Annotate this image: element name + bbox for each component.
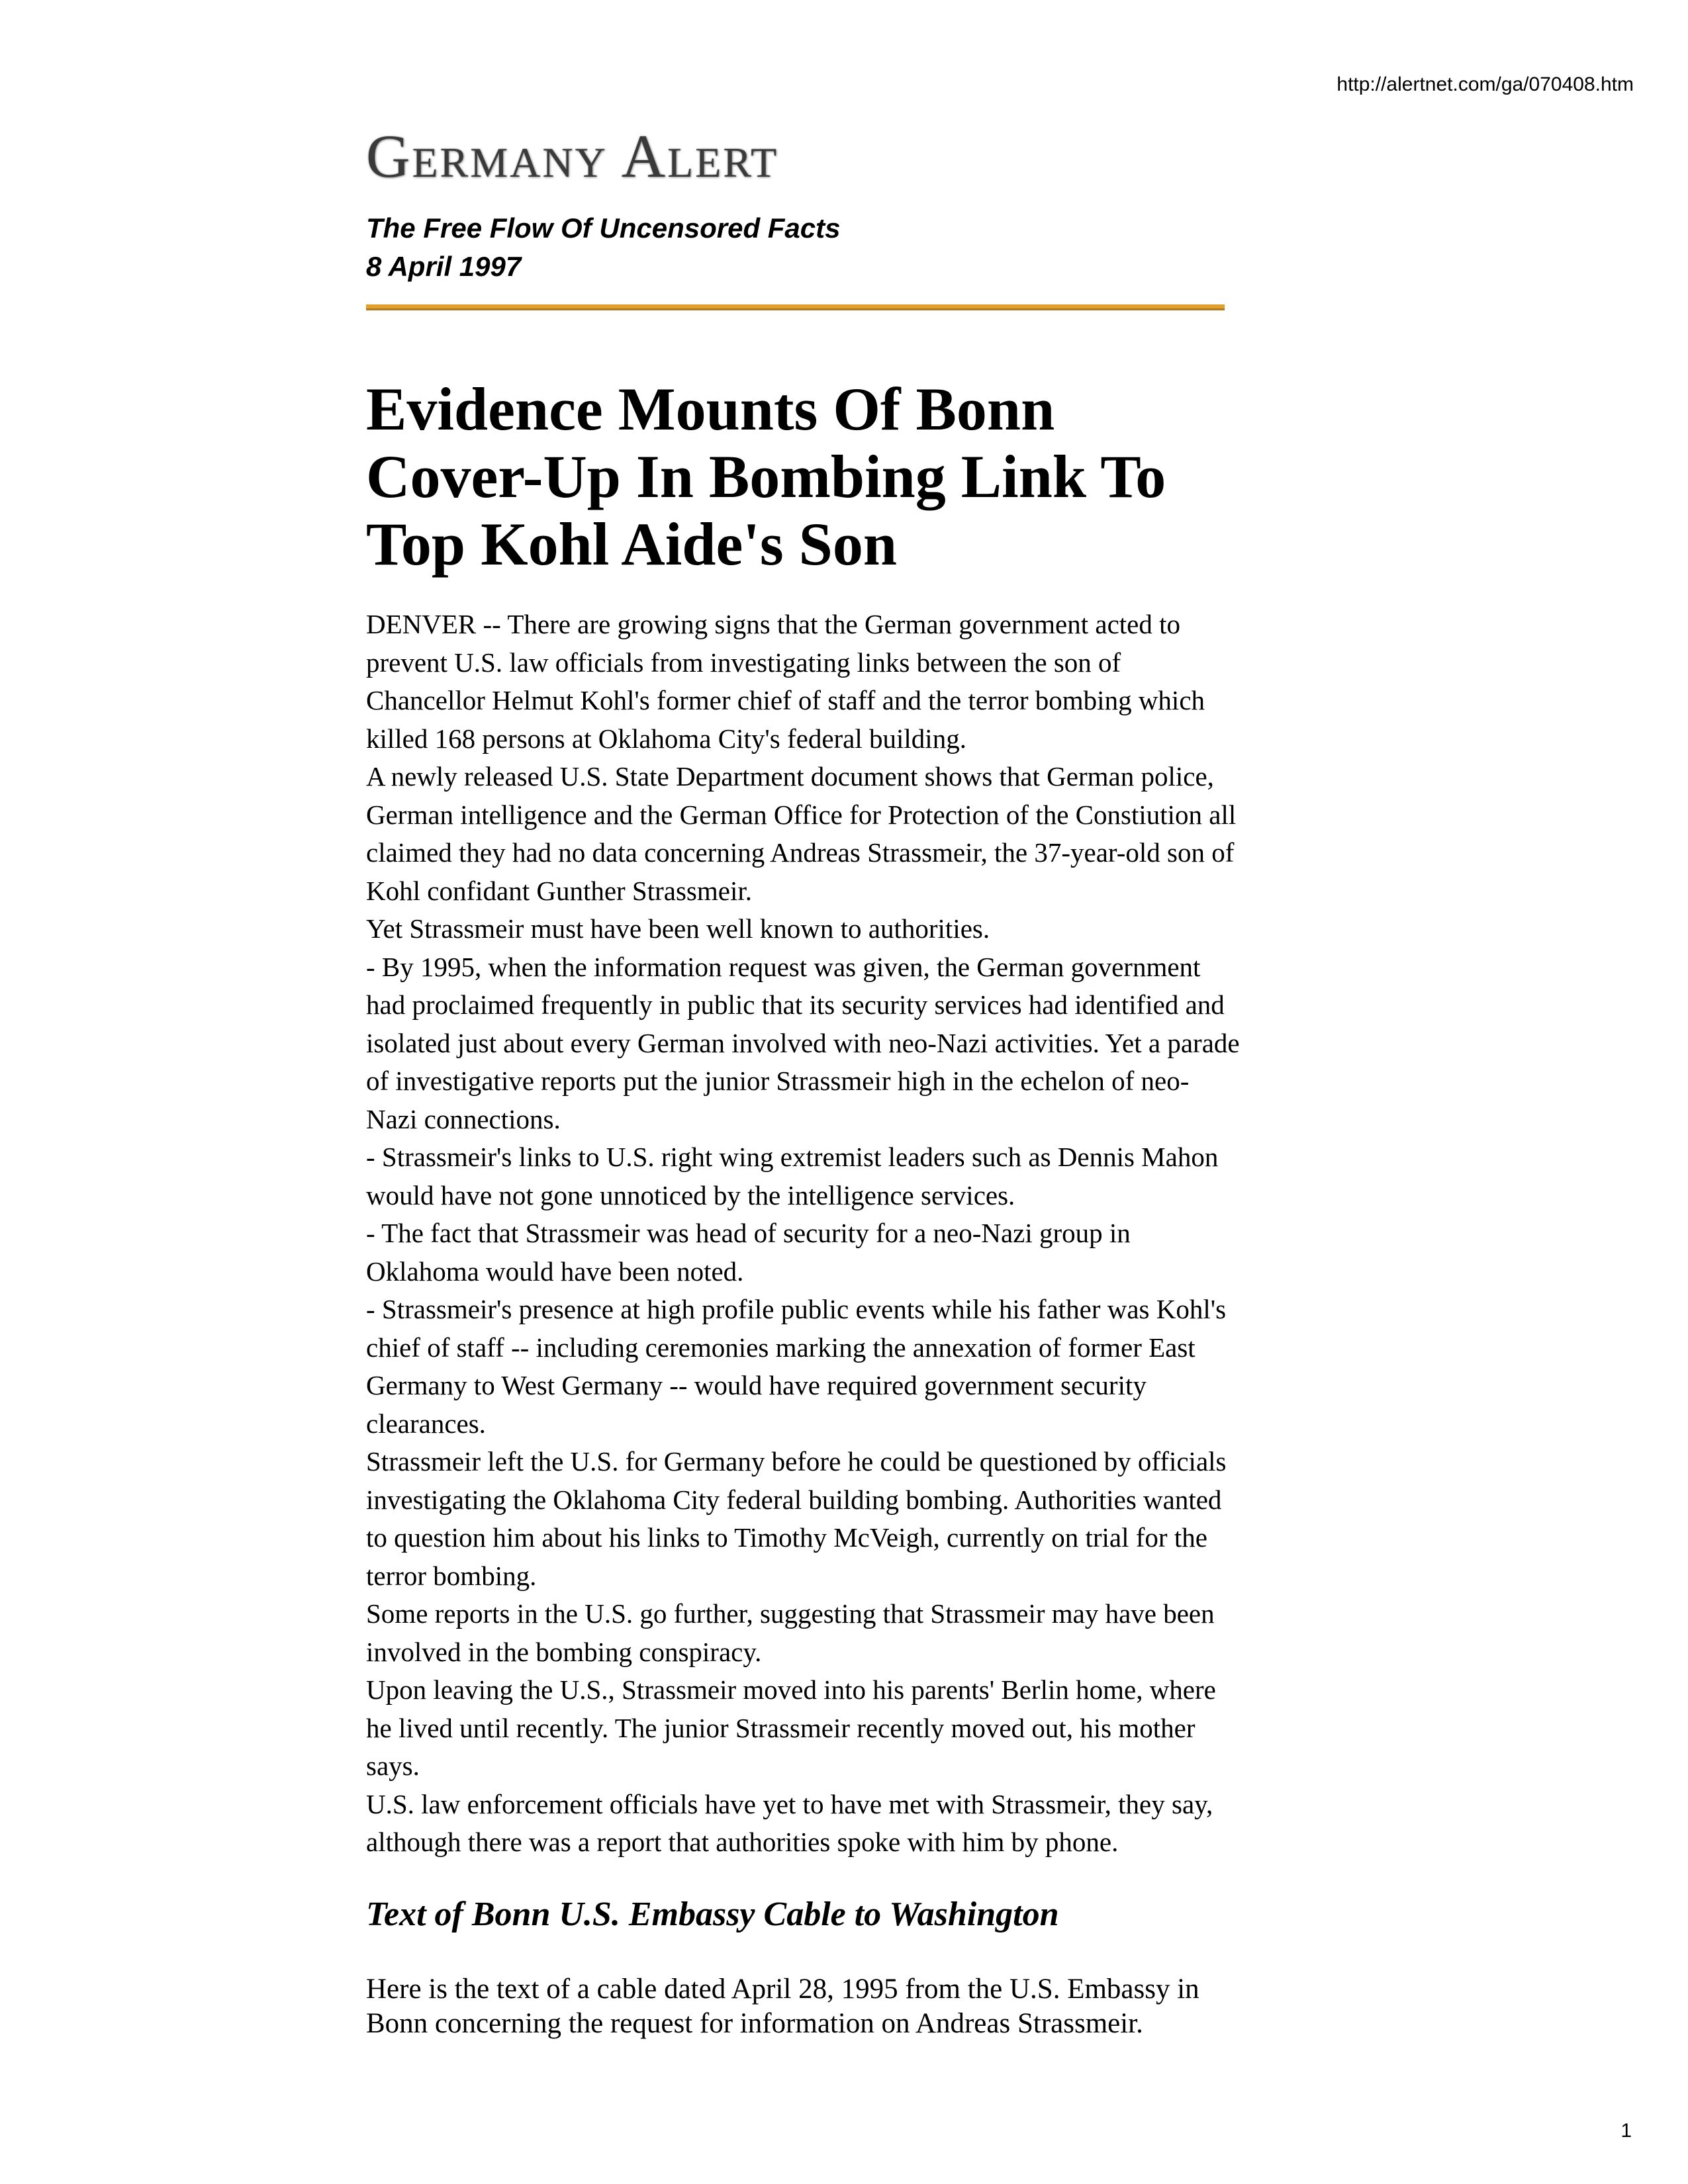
- article-headline: Evidence Mounts Of Bonn Cover-Up In Bombing Link To Top Kohl Aide's Son: [366, 375, 1166, 578]
- article-paragraph: U.S. law enforcement officials have yet to have met with Strassmeir, they say, although there was a report that authorities spoke with him by phone.: [366, 1788, 1213, 1857]
- masthead: [366, 113, 1227, 205]
- article-body: [366, 606, 1240, 1862]
- article-container: [366, 113, 1240, 2041]
- publication-date: 8 April 1997: [366, 251, 522, 282]
- article-paragraph: DENVER -- There are growing signs that the German government acted to prevent U.S. law officials from investigating links between the son of Chancellor Helmut Kohl's former chief of staff and the terror bombing which killed 168 persons at Oklahoma City's federal building.: [366, 609, 1205, 754]
- article-paragraph: - Strassmeir's presence at high profile public events while his father was Kohl's chief of staff -- including ceremonies marking the annexation of former East Germany to West Germany -- would have required government security clearances.: [366, 1294, 1227, 1439]
- cable-subheading: Text of Bonn U.S. Embassy Cable to Washington: [366, 1895, 1059, 1933]
- article-paragraph: - Strassmeir's links to U.S. right wing extremist leaders such as Dennis Mahon would have not gone unnoticed by the intelligence services.: [366, 1142, 1219, 1210]
- masthead-tagline: The Free Flow Of Uncensored Facts: [366, 212, 841, 244]
- article-paragraph: A newly released U.S. State Department document shows that German police, German intelligence and the German Office for Protection of the Constiution all claimed they had no data concerning Andreas Strassmeir, the 37-year-old son of Kohl confidant Gunther Strassmeir.: [366, 761, 1237, 906]
- page-number: 1: [1620, 2120, 1632, 2142]
- germany-alert-logo: Germany Alert: [366, 122, 779, 190]
- article-paragraph: Some reports in the U.S. go further, suggesting that Strassmeir may have been involved in the bombing conspiracy.: [366, 1598, 1215, 1667]
- article-paragraph: Strassmeir left the U.S. for Germany before he could be questioned by officials investigating the Oklahoma City federal building bombing. Authorities wanted to question him about his links to Timothy McVeigh, currently on trial for the terror bombing.: [366, 1446, 1227, 1591]
- article-paragraph: - By 1995, when the information request was given, the German government had proclaimed frequently in public that its security services had identified and isolated just about every German involved with neo-Nazi activities. Yet a parade of investigative reports put the junior Strassmeir high in the echelon of neo-Nazi connections.: [366, 951, 1240, 1134]
- page-url: http://alertnet.com/ga/070408.htm: [1336, 73, 1634, 95]
- cable-intro-paragraph: Here is the text of a cable dated April 28, 1995 from the U.S. Embassy in Bonn concerning the request for information on Andreas Strassmeir.: [366, 1973, 1199, 2039]
- article-paragraph: Upon leaving the U.S., Strassmeir moved into his parents' Berlin home, where he lived until recently. The junior Strassmeir recently moved out, his mother says.: [366, 1674, 1216, 1781]
- article-paragraph: - The fact that Strassmeir was head of security for a neo-Nazi group in Oklahoma would have been noted.: [366, 1218, 1131, 1287]
- header-divider: [366, 304, 1225, 310]
- article-paragraph: Yet Strassmeir must have been well known to authorities.: [366, 913, 990, 944]
